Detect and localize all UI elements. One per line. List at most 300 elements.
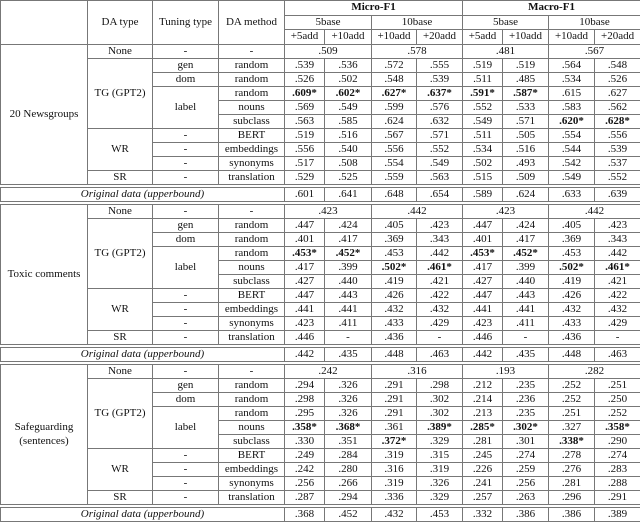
baseline-value: .242	[285, 364, 372, 378]
da-method: nouns	[219, 420, 285, 434]
score-value: .609*	[285, 86, 325, 100]
score-value: .427	[285, 274, 325, 288]
score-value: .294	[325, 490, 372, 504]
baseline-value: .282	[549, 364, 640, 378]
score-value: .419	[549, 274, 595, 288]
score-value: .330	[285, 434, 325, 448]
score-value: .296	[549, 490, 595, 504]
da-type: SR	[88, 330, 153, 344]
score-value: .336	[372, 490, 417, 504]
score-value: .571	[417, 128, 463, 142]
score-value: .399	[325, 260, 372, 274]
score-value: -	[325, 330, 372, 344]
da-method: random	[219, 218, 285, 232]
score-value: .212	[463, 378, 503, 392]
score-value: .505	[503, 128, 549, 142]
upperbound-value: .332	[463, 507, 503, 521]
score-value: .508	[325, 156, 372, 170]
score-value: .338*	[549, 434, 595, 448]
da-method: random	[219, 86, 285, 100]
tuning-type: -	[153, 44, 219, 58]
da-method: BERT	[219, 288, 285, 302]
table-row	[1, 378, 640, 392]
score-value: .502	[463, 156, 503, 170]
score-value: .285*	[463, 420, 503, 434]
score-value: .549	[549, 170, 595, 184]
da-method: translation	[219, 330, 285, 344]
score-value: .419	[372, 274, 417, 288]
score-value: .295	[285, 406, 325, 420]
score-value: .281	[549, 476, 595, 490]
score-value: .251	[549, 406, 595, 420]
score-value: .544	[549, 142, 595, 156]
score-value: .502	[325, 72, 372, 86]
score-value: .423	[463, 316, 503, 330]
score-value: .516	[325, 128, 372, 142]
da-method: BERT	[219, 128, 285, 142]
tuning-type: -	[153, 156, 219, 170]
header-sub-6: +10add	[549, 30, 595, 45]
da-method: embeddings	[219, 302, 285, 316]
score-value: .274	[503, 448, 549, 462]
header-macro-f1: Macro-F1	[463, 1, 640, 16]
upperbound-value: .386	[549, 507, 595, 521]
da-type: TG (GPT2)	[88, 378, 153, 448]
upperbound-value: .435	[503, 347, 549, 361]
score-value: .549	[325, 100, 372, 114]
score-value: .447	[285, 288, 325, 302]
upperbound-value: .432	[372, 507, 417, 521]
score-value: .556	[285, 142, 325, 156]
score-value: .563	[285, 114, 325, 128]
score-value: .432	[595, 302, 640, 316]
score-value: .343	[595, 232, 640, 246]
score-value: .453*	[285, 246, 325, 260]
header-sub-5: +10add	[503, 30, 549, 45]
tuning-type: -	[153, 170, 219, 184]
score-value: .429	[595, 316, 640, 330]
score-value: .266	[325, 476, 372, 490]
score-value: .276	[549, 462, 595, 476]
upperbound-value: .463	[595, 347, 640, 361]
score-value: .552	[463, 100, 503, 114]
score-value: .235	[503, 378, 549, 392]
score-value: .280	[325, 462, 372, 476]
score-value: .319	[372, 448, 417, 462]
da-method: -	[219, 364, 285, 378]
score-value: .525	[325, 170, 372, 184]
score-value: .319	[417, 462, 463, 476]
header-da-type: DA type	[88, 1, 153, 45]
score-value: .316	[372, 462, 417, 476]
score-value: .315	[417, 448, 463, 462]
upperbound-value: .639	[595, 187, 640, 201]
score-value: .288	[595, 476, 640, 490]
tuning-type: gen	[153, 58, 219, 72]
score-value: .417	[285, 260, 325, 274]
da-method: random	[219, 246, 285, 260]
score-value: .556	[595, 128, 640, 142]
score-value: .516	[503, 142, 549, 156]
score-value: .298	[285, 392, 325, 406]
score-value: .284	[325, 448, 372, 462]
score-value: .509	[503, 170, 549, 184]
score-value: .361	[372, 420, 417, 434]
score-value: .372*	[372, 434, 417, 448]
upperbound-value: .435	[325, 347, 372, 361]
da-method: random	[219, 406, 285, 420]
score-value: .554	[549, 128, 595, 142]
header-sub-1: +10add	[325, 30, 372, 45]
score-value: .278	[549, 448, 595, 462]
da-method: BERT	[219, 448, 285, 462]
tuning-type: -	[153, 330, 219, 344]
score-value: .461*	[417, 260, 463, 274]
score-value: .326	[325, 392, 372, 406]
score-value: .294	[285, 378, 325, 392]
score-value: .283	[595, 462, 640, 476]
score-value: .427	[463, 274, 503, 288]
baseline-value: .193	[463, 364, 549, 378]
score-value: .502*	[549, 260, 595, 274]
score-value: .432	[417, 302, 463, 316]
score-value: .301	[503, 434, 549, 448]
da-method: -	[219, 44, 285, 58]
score-value: .533	[503, 100, 549, 114]
da-method: random	[219, 392, 285, 406]
score-value: .351	[325, 434, 372, 448]
da-method: subclass	[219, 274, 285, 288]
baseline-value: .481	[463, 44, 549, 58]
upperbound-value: .589	[463, 187, 503, 201]
table-row	[1, 448, 640, 462]
score-value: .452*	[503, 246, 549, 260]
score-value: .433	[549, 316, 595, 330]
score-value: .433	[372, 316, 417, 330]
score-value: .447	[285, 218, 325, 232]
upperbound-value: .386	[503, 507, 549, 521]
upperbound-value: .654	[417, 187, 463, 201]
tuning-type: -	[153, 302, 219, 316]
score-value: .302	[417, 406, 463, 420]
score-value: .302*	[503, 420, 549, 434]
score-value: .441	[325, 302, 372, 316]
original-data-label: Original data (upperbound)	[1, 187, 285, 201]
score-value: .440	[325, 274, 372, 288]
tuning-type: -	[153, 490, 219, 504]
score-value: .424	[325, 218, 372, 232]
header-sub-2: +10add	[372, 30, 417, 45]
score-value: .441	[503, 302, 549, 316]
score-value: .411	[325, 316, 372, 330]
da-method: random	[219, 232, 285, 246]
score-value: .235	[503, 406, 549, 420]
score-value: .549	[463, 114, 503, 128]
upperbound-value: .601	[285, 187, 325, 201]
score-value: .442	[417, 246, 463, 260]
score-value: .291	[372, 406, 417, 420]
score-value: .563	[417, 170, 463, 184]
score-value: .422	[595, 288, 640, 302]
score-value: .213	[463, 406, 503, 420]
original-data-label: Original data (upperbound)	[1, 347, 285, 361]
header-micro-f1: Micro-F1	[285, 1, 463, 16]
tuning-type: -	[153, 448, 219, 462]
score-value: .250	[595, 392, 640, 406]
original-data-row	[1, 507, 640, 521]
score-value: .453	[372, 246, 417, 260]
score-value: .585	[325, 114, 372, 128]
score-value: .511	[463, 72, 503, 86]
score-value: .252	[549, 378, 595, 392]
score-value: .291	[372, 392, 417, 406]
score-value: .540	[325, 142, 372, 156]
score-value: .436	[372, 330, 417, 344]
table-row	[1, 204, 640, 218]
score-value: .627	[595, 86, 640, 100]
score-value: .249	[285, 448, 325, 462]
score-value: .446	[463, 330, 503, 344]
score-value: .519	[463, 58, 503, 72]
upperbound-value: .442	[285, 347, 325, 361]
score-value: .539	[417, 72, 463, 86]
table-header	[1, 1, 640, 45]
score-value: .554	[372, 156, 417, 170]
score-value: .436	[549, 330, 595, 344]
score-value: .519	[503, 58, 549, 72]
baseline-value: .567	[549, 44, 640, 58]
score-value: .241	[463, 476, 503, 490]
tuning-type: -	[153, 288, 219, 302]
da-method: subclass	[219, 434, 285, 448]
score-value: .399	[503, 260, 549, 274]
tuning-type: dom	[153, 72, 219, 86]
score-value: .401	[463, 232, 503, 246]
score-value: .421	[417, 274, 463, 288]
da-method: synonyms	[219, 316, 285, 330]
score-value: .263	[503, 490, 549, 504]
baseline-value: .423	[285, 204, 372, 218]
score-value: .517	[285, 156, 325, 170]
score-value: .562	[595, 100, 640, 114]
score-value: .329	[417, 490, 463, 504]
score-value: .226	[463, 462, 503, 476]
score-value: .291	[595, 490, 640, 504]
da-method: embeddings	[219, 142, 285, 156]
da-method: subclass	[219, 114, 285, 128]
score-value: .587*	[503, 86, 549, 100]
header-micro-5base: 5base	[285, 15, 372, 30]
baseline-value: .509	[285, 44, 372, 58]
score-value: .628*	[595, 114, 640, 128]
score-value: .493	[503, 156, 549, 170]
score-value: .417	[325, 232, 372, 246]
score-value: .423	[595, 218, 640, 232]
da-method: embeddings	[219, 462, 285, 476]
baseline-value: .578	[372, 44, 463, 58]
score-value: .559	[372, 170, 417, 184]
score-value: .259	[503, 462, 549, 476]
score-value: .290	[595, 434, 640, 448]
score-value: .461*	[595, 260, 640, 274]
score-value: .548	[595, 58, 640, 72]
score-value: .539	[595, 142, 640, 156]
score-value: .564	[549, 58, 595, 72]
score-value: .542	[549, 156, 595, 170]
table-row	[1, 170, 640, 184]
score-value: .599	[372, 100, 417, 114]
score-value: .446	[285, 330, 325, 344]
score-value: .615	[549, 86, 595, 100]
upperbound-value: .463	[417, 347, 463, 361]
score-value: -	[503, 330, 549, 344]
da-method: translation	[219, 490, 285, 504]
score-value: .511	[463, 128, 503, 142]
tuning-type: label	[153, 406, 219, 448]
score-value: .426	[372, 288, 417, 302]
table-row	[1, 218, 640, 232]
score-value: .326	[325, 378, 372, 392]
score-value: .519	[285, 128, 325, 142]
da-type: None	[88, 44, 153, 58]
header-sub-0: +5add	[285, 30, 325, 45]
da-method: random	[219, 58, 285, 72]
table-body	[1, 44, 640, 521]
score-value: .287	[285, 490, 325, 504]
score-value: .443	[325, 288, 372, 302]
score-value: .440	[503, 274, 549, 288]
score-value: .526	[595, 72, 640, 86]
tuning-type: -	[153, 476, 219, 490]
original-data-label: Original data (upperbound)	[1, 507, 285, 521]
tuning-type: label	[153, 246, 219, 288]
score-value: .624	[372, 114, 417, 128]
score-value: .632	[417, 114, 463, 128]
da-method: random	[219, 72, 285, 86]
baseline-value: .442	[372, 204, 463, 218]
score-value: .426	[549, 288, 595, 302]
upperbound-value: .389	[595, 507, 640, 521]
score-value: .389*	[417, 420, 463, 434]
score-value: .256	[503, 476, 549, 490]
score-value: .327	[549, 420, 595, 434]
score-value: .627*	[372, 86, 417, 100]
score-value: .329	[417, 434, 463, 448]
score-value: .502*	[372, 260, 417, 274]
da-type: WR	[88, 448, 153, 490]
score-value: .245	[463, 448, 503, 462]
score-value: .552	[417, 142, 463, 156]
score-value: .552	[595, 170, 640, 184]
score-value: .571	[503, 114, 549, 128]
score-value: .429	[417, 316, 463, 330]
score-value: .432	[372, 302, 417, 316]
header-sub-4: +5add	[463, 30, 503, 45]
tuning-type: -	[153, 142, 219, 156]
tuning-type: gen	[153, 218, 219, 232]
upperbound-value: .624	[503, 187, 549, 201]
score-value: .442	[595, 246, 640, 260]
da-method: -	[219, 204, 285, 218]
tuning-type: dom	[153, 232, 219, 246]
score-value: .326	[417, 476, 463, 490]
table-row	[1, 330, 640, 344]
header-tuning-type: Tuning type	[153, 1, 219, 45]
tuning-type: -	[153, 364, 219, 378]
score-value: .534	[463, 142, 503, 156]
upperbound-value: .442	[463, 347, 503, 361]
header-sub-3: +20add	[417, 30, 463, 45]
score-value: .423	[285, 316, 325, 330]
score-value: .417	[503, 232, 549, 246]
score-value: .583	[549, 100, 595, 114]
da-method: random	[219, 378, 285, 392]
score-value: .298	[417, 378, 463, 392]
upperbound-value: .448	[549, 347, 595, 361]
score-value: .424	[503, 218, 549, 232]
header-sub-7: +20add	[595, 30, 640, 45]
score-value: .534	[549, 72, 595, 86]
tuning-type: label	[153, 86, 219, 128]
tuning-type: -	[153, 462, 219, 476]
table-row	[1, 490, 640, 504]
score-value: .441	[463, 302, 503, 316]
upperbound-value: .648	[372, 187, 417, 201]
score-value: .556	[372, 142, 417, 156]
score-value: -	[595, 330, 640, 344]
score-value: .567	[372, 128, 417, 142]
tuning-type: -	[153, 128, 219, 142]
da-type: None	[88, 204, 153, 218]
score-value: .291	[372, 378, 417, 392]
score-value: .576	[417, 100, 463, 114]
dataset-name: 20 Newsgroups	[1, 44, 88, 184]
score-value: .422	[417, 288, 463, 302]
score-value: .526	[285, 72, 325, 86]
score-value: .443	[503, 288, 549, 302]
score-value: .343	[417, 232, 463, 246]
score-value: .214	[463, 392, 503, 406]
da-type: SR	[88, 170, 153, 184]
score-value: .405	[549, 218, 595, 232]
score-value: .549	[417, 156, 463, 170]
da-method: nouns	[219, 100, 285, 114]
score-value: .302	[417, 392, 463, 406]
da-type: None	[88, 364, 153, 378]
tuning-type: dom	[153, 392, 219, 406]
score-value: .539	[285, 58, 325, 72]
da-type: WR	[88, 128, 153, 170]
score-value: .447	[463, 218, 503, 232]
score-value: .369	[549, 232, 595, 246]
score-value: .326	[325, 406, 372, 420]
score-value: .441	[285, 302, 325, 316]
table-row	[1, 128, 640, 142]
score-value: .417	[463, 260, 503, 274]
score-value: .423	[417, 218, 463, 232]
score-value: .411	[503, 316, 549, 330]
upperbound-value: .452	[325, 507, 372, 521]
da-method: synonyms	[219, 476, 285, 490]
tuning-type: -	[153, 316, 219, 330]
score-value: .401	[285, 232, 325, 246]
score-value: .252	[549, 392, 595, 406]
dataset-name: Safeguarding (sentences)	[1, 364, 88, 504]
baseline-value: .423	[463, 204, 549, 218]
dataset-name: Toxic comments	[1, 204, 88, 344]
score-value: .251	[595, 378, 640, 392]
score-value: .569	[285, 100, 325, 114]
